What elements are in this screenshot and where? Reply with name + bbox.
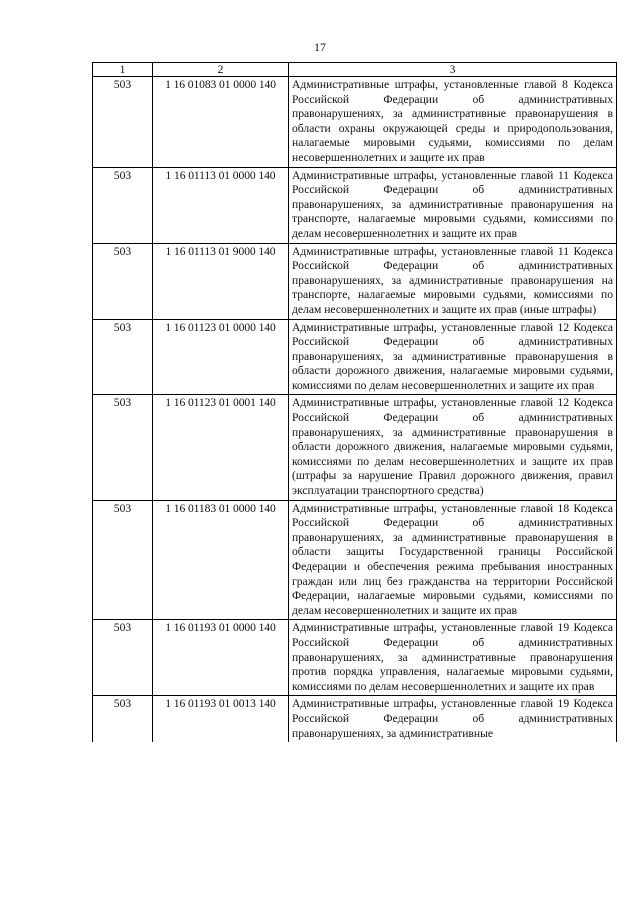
budget-code-cell: 1 16 01193 01 0013 140 <box>153 696 289 742</box>
chapter-code-cell: 503 <box>93 696 153 742</box>
budget-codes-table <box>92 62 617 742</box>
chapter-code-cell: 503 <box>93 77 153 168</box>
table-row <box>93 77 617 168</box>
budget-code-cell: 1 16 01083 01 0000 140 <box>153 77 289 168</box>
budget-code-cell: 1 16 01193 01 0000 140 <box>153 620 289 696</box>
column-header-3: 3 <box>289 63 617 77</box>
table-row <box>93 620 617 696</box>
budget-code-cell: 1 16 01183 01 0000 140 <box>153 500 289 620</box>
table-header-row <box>93 63 617 77</box>
description-cell: Административные штрафы, установленные главой 12 Кодекса Российской Федерации об административных правонарушениях, за административные правонарушения в области дорожного движения, налагаемые мировыми судьями, комиссиями по делам несовершеннолетних и защите их прав (штрафы за нарушение Правил дорожного движения, правил эксплуатации транспортного средства) <box>289 395 617 500</box>
budget-code-cell: 1 16 01123 01 0001 140 <box>153 395 289 500</box>
chapter-code-cell: 503 <box>93 167 153 243</box>
description-cell: Административные штрафы, установленные главой 19 Кодекса Российской Федерации об административных правонарушениях, за административные <box>289 696 617 742</box>
description-cell: Административные штрафы, установленные главой 19 Кодекса Российской Федерации об административных правонарушениях, за административные правонарушения против порядка управления, налагаемые мировыми судьями, комиссиями по делам несовершеннолетних и защите их прав <box>289 620 617 696</box>
chapter-code-cell: 503 <box>93 500 153 620</box>
budget-code-cell: 1 16 01113 01 0000 140 <box>153 167 289 243</box>
page-number: 17 <box>314 40 326 54</box>
table-row <box>93 395 617 500</box>
table-row <box>93 319 617 395</box>
chapter-code-cell: 503 <box>93 620 153 696</box>
table-row <box>93 500 617 620</box>
description-cell: Административные штрафы, установленные главой 18 Кодекса Российской Федерации об административных правонарушениях, за административные правонарушения в области защиты Государственной границы Российской Федерации и обеспечения режима пребывания иностранных граждан или лиц без гражданства на территории Российской Федерации, налагаемые мировыми судьями, комиссиями по делам несовершеннолетних и защите их прав <box>289 500 617 620</box>
column-header-2: 2 <box>153 63 289 77</box>
table-row <box>93 243 617 319</box>
chapter-code-cell: 503 <box>93 319 153 395</box>
description-cell: Административные штрафы, установленные главой 11 Кодекса Российской Федерации об административных правонарушениях, за административные правонарушения на транспорте, налагаемые мировыми судьями, комиссиями по делам несовершеннолетних и защите их прав <box>289 167 617 243</box>
budget-code-cell: 1 16 01123 01 0000 140 <box>153 319 289 395</box>
description-cell: Административные штрафы, установленные главой 11 Кодекса Российской Федерации об административных правонарушениях, за административные правонарушения на транспорте, налагаемые мировыми судьями, комиссиями по делам несовершеннолетних и защите их прав (иные штрафы) <box>289 243 617 319</box>
table-row <box>93 696 617 742</box>
column-header-1: 1 <box>93 63 153 77</box>
chapter-code-cell: 503 <box>93 395 153 500</box>
budget-code-cell: 1 16 01113 01 9000 140 <box>153 243 289 319</box>
table-row <box>93 167 617 243</box>
description-cell: Административные штрафы, установленные главой 8 Кодекса Российской Федерации об административных правонарушениях, за административные правонарушения в области охраны окружающей среды и природопользования, налагаемые мировыми судьями, комиссиями по делам несовершеннолетних и защите их прав <box>289 77 617 168</box>
description-cell: Административные штрафы, установленные главой 12 Кодекса Российской Федерации об административных правонарушениях, за административные правонарушения в области дорожного движения, налагаемые мировыми судьями, комиссиями по делам несовершеннолетних и защите их прав <box>289 319 617 395</box>
chapter-code-cell: 503 <box>93 243 153 319</box>
